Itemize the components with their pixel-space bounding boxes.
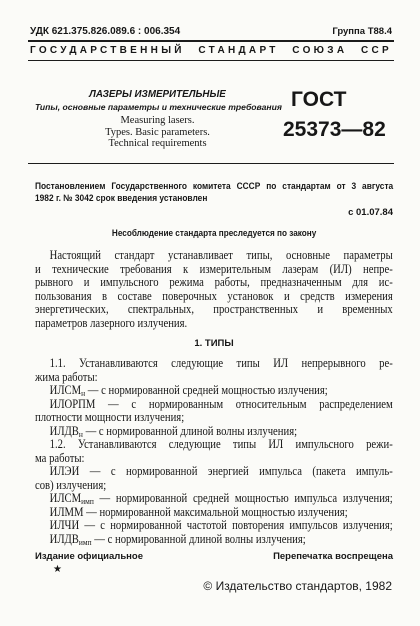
type-code: ИЛДВ: [49, 531, 79, 546]
type-item-line: ИЛЧИ — с нормированной частотой повторения импульсов излучения;: [49, 518, 393, 532]
type-description: — нормированной средней мощностью импульса излучения;: [93, 491, 393, 505]
official-edition-label: Издание официальное: [35, 551, 143, 562]
title-english-line: Technical requirements: [108, 138, 207, 149]
type-item-line: ИЛОРПМ — с нормированным относительным распределением: [49, 396, 393, 411]
type-code: ИЛСМ: [49, 383, 82, 397]
subtitle-russian: Типы, основные параметры и технические требования: [35, 102, 282, 112]
type-description: — с нормированной длиной волны излучения;: [82, 423, 298, 438]
type-description: — с нормированной длиной волны излучения;: [91, 531, 306, 546]
type-item-line: [35, 384, 393, 398]
decree-line: Постановлением Государственного комитета СССР по стандартам от 3 августа: [35, 181, 394, 191]
type-code-subscript: н: [78, 428, 83, 439]
decree-line: 1982 г. № 3042 срок введения установлен: [35, 193, 208, 203]
intro-line: Настоящий стандарт устанавливает типы, основные параметры: [49, 248, 393, 262]
clause-line: 1.2. Устанавливаются следующие типы ИЛ импульсного режи-: [49, 437, 393, 451]
intro-line: пользования в составе поверочных установок и средств измерения: [35, 288, 393, 303]
copyright-notice: © Издательство стандартов, 1982: [203, 579, 392, 593]
decree-statement: [35, 180, 393, 204]
intro-line: параметров лазерного излучения.: [35, 315, 188, 330]
clause-line: жима работы:: [35, 369, 98, 384]
type-item-line: [35, 492, 393, 506]
gost-number: 25373—82: [283, 118, 386, 141]
intro-line: и технические требования к измерительным лазерам (ИЛ) непре-: [35, 261, 393, 276]
intro-line: рывного и импульсного режима работы, предназначенным для ис-: [35, 275, 393, 289]
type-item-line: плотности мощности излучения;: [35, 410, 185, 424]
type-code-subscript: н: [81, 388, 86, 398]
classification-group: Группа Т88.4: [332, 26, 392, 37]
legal-notice-text: Несоблюдение стандарта преследуется по закону: [111, 228, 317, 238]
effective-date: с 01.07.84: [348, 207, 393, 218]
star-mark-icon: ★: [53, 564, 62, 575]
type-item-line: ИЛЭИ — с нормированной энергией импульса (пакета импуль-: [49, 464, 393, 478]
type-description: — с нормированной средней мощностью излучения;: [85, 383, 328, 397]
clause-line: 1.1. Устанавливаются следующие типы ИЛ непрерывного ре-: [49, 356, 393, 370]
type-code-subscript: имп: [81, 496, 94, 506]
title-block-rule: [28, 163, 394, 164]
title-english-line: Measuring lasers.: [120, 115, 195, 126]
udc-code: УДК 621.375.826.089.6 : 006.354: [30, 26, 181, 37]
state-standard-banner: ГОСУДАРСТВЕННЫЙ СТАНДАРТ СОЮЗА ССР: [30, 45, 392, 56]
title-russian: ЛАЗЕРЫ ИЗМЕРИТЕЛЬНЫЕ: [89, 89, 226, 100]
type-code: ИЛСМ: [49, 491, 82, 505]
intro-paragraph: [35, 249, 393, 330]
type-item-line: ИЛММ — нормированной максимальной мощностью излучения;: [49, 504, 348, 519]
type-item-line: [35, 425, 393, 439]
header-rule-bottom: [28, 60, 394, 61]
legal-notice: [35, 227, 393, 239]
gost-label: ГОСТ: [291, 88, 347, 111]
clause-line: ма работы:: [35, 450, 85, 465]
title-english-line: Types. Basic parameters.: [105, 126, 210, 138]
section-heading: 1. ТИПЫ: [194, 338, 234, 349]
type-code-subscript: имп: [78, 536, 92, 547]
type-item-line: сов) излучения;: [35, 477, 107, 492]
type-item-line: [35, 533, 393, 547]
type-code: ИЛДВ: [49, 423, 79, 438]
header-rule-top: [28, 40, 394, 42]
section-types-body: [35, 357, 393, 546]
intro-line: энергетических, спектральных, пространственных и временных: [35, 302, 393, 316]
title-english: [35, 115, 280, 150]
reprint-prohibited-label: Перепечатка воспрещена: [273, 551, 393, 562]
